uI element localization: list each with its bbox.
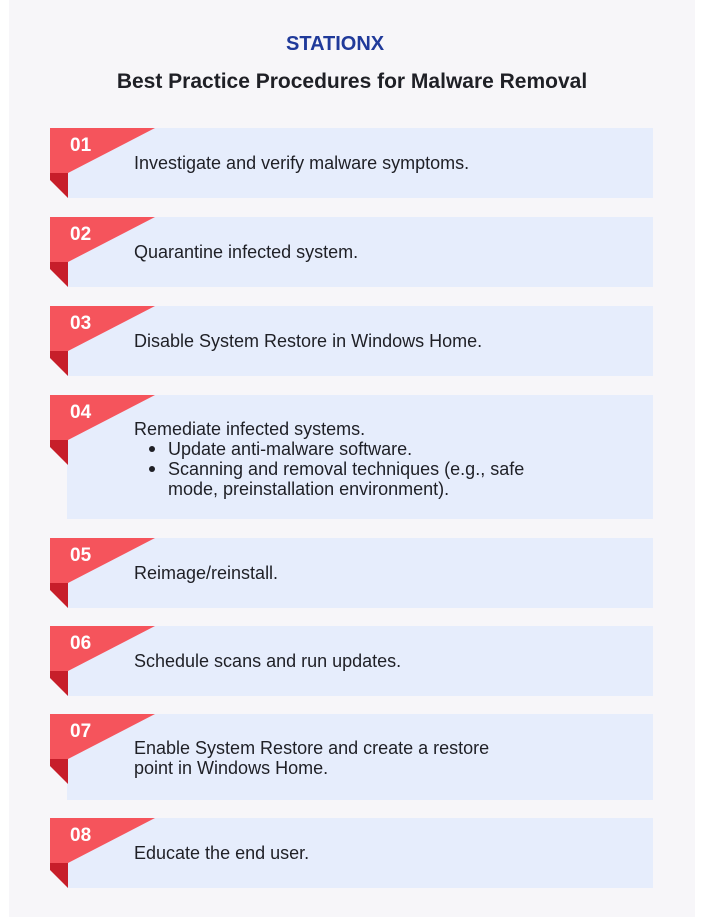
step-number: 01 [70, 135, 92, 156]
svg-text:STATIONX: STATIONX [286, 33, 385, 55]
page-title: Best Practice Procedures for Malware Removal [116, 70, 588, 93]
step-text: Investigate and verify malware symptoms. [134, 153, 470, 173]
step-text: Enable System Restore and create a restore point in Windows Home. [134, 738, 490, 778]
bullet-dot [149, 446, 155, 452]
step-number: 03 [70, 313, 92, 334]
step-text: Quarantine infected system. [134, 242, 359, 262]
step-number: 06 [70, 633, 92, 654]
step-text: Remediate infected systems. [134, 419, 366, 439]
step-number: 02 [70, 224, 92, 245]
bullet-item: Update anti-malware software. [149, 439, 524, 459]
step-bullet-list [149, 439, 524, 499]
step-text: Educate the end user. [134, 843, 310, 863]
bullet-item: Scanning and removal techniques (e.g., safe mode, preinstallation environment). [149, 459, 524, 499]
step-text: Reimage/reinstall. [134, 563, 279, 583]
step-text: Schedule scans and run updates. [134, 651, 402, 671]
stationx-logo [284, 28, 420, 58]
step-number: 08 [70, 825, 92, 846]
step-text: Disable System Restore in Windows Home. [134, 331, 483, 351]
step-number: 05 [70, 545, 92, 566]
step-number: 04 [70, 402, 92, 423]
bullet-dot [149, 466, 155, 472]
step-number: 07 [70, 721, 92, 742]
